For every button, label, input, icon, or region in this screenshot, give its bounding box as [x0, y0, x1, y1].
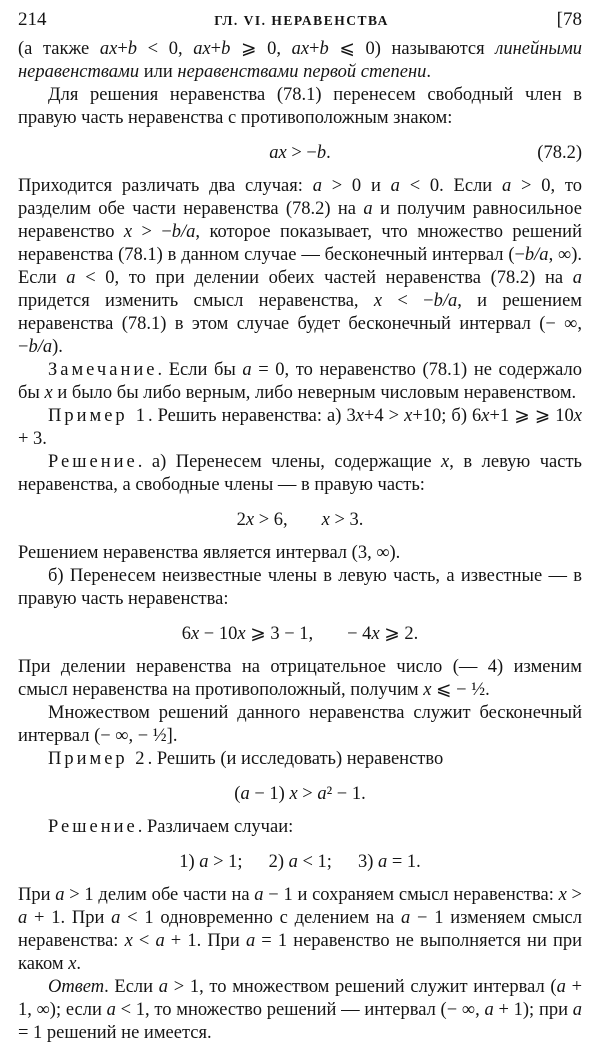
paragraph-example-2: Пример 2. Решить (и исследовать) неравенство: [48, 749, 444, 769]
paragraph-remark: Замечание. Если бы a = 0, то неравенство (78.1) не содержало бы x и было бы либо верным, либо неверным числовым неравенством.: [18, 360, 582, 403]
paragraph-two-cases: Приходится различать два случая: a > 0 и a < 0. Если a > 0, то разделим обе части неравенства (78.2) на a и получим равносильное неравенство x > −b/a, которое показывает, что множество решений неравенства (78.1) в данном случае — бесконечный интервал (−b/a, ∞). Если a < 0, то при делении обеих частей неравенства (78.2) на a придется изменить смысл неравенства, x < −b/a, и решением неравенства (78.1) в этом случае будет бесконечный интервал (− ∞, −b/a).: [18, 176, 582, 357]
paragraph-solution-2: Решение. Различаем случаи:: [48, 817, 294, 837]
equation-78-2: ax > −b. (78.2): [269, 143, 582, 163]
paragraph-divide-negative: При делении неравенства на отрицательное число (— 4) изменим смысл неравенства на противоположный, получим x ⩽ − ½.: [18, 657, 582, 700]
paragraph-case-analysis: При a > 1 делим обе части на a − 1 и сохраняем смысл неравенства: x > a + 1. При a < 1 одновременно с делением на a − 1 изменяем смысл неравенства: x < a + 1. При a = 1 неравенство не выполняется ни при каком x.: [18, 885, 582, 974]
equation-cases: 1) a > 1; 2) a < 1; 3) a = 1.: [179, 852, 421, 872]
equation-number: (78.2): [537, 143, 582, 163]
page-number: 214: [18, 9, 47, 30]
paragraph-part-b: б) Перенесем неизвестные члены в левую часть, а известные — в правую часть неравенства:: [18, 566, 582, 609]
section-number: [78: [556, 9, 582, 30]
paragraph-result-a: Решением неравенства является интервал (3, ∞).: [18, 543, 401, 563]
page-header: [18, 8, 582, 38]
paragraph-solution-set-b: Множеством решений данного неравенства служит бесконечный интервал (− ∞, − ½].: [18, 703, 582, 746]
paragraph-answer: Ответ. Если a > 1, то множеством решений служит интервал (a + 1, ∞); если a < 1, то множество решений — интервал (− ∞, a + 1); при a = 1 решений не имеется.: [18, 977, 582, 1043]
running-title: ГЛ. VI. НЕРАВЕНСТВА: [214, 13, 389, 28]
paragraph-move-free-term: Для решения неравенства (78.1) перенесем свободный член в правую часть неравенства с противоположным знаком:: [18, 85, 582, 128]
paragraph-linear-definition: (а также ax+b < 0, ax+b ⩾ 0, ax+b ⩽ 0) называются линейными неравенствами или неравенствами первой степени.: [18, 39, 582, 82]
equation-example-2: (a − 1) x > a² − 1.: [234, 784, 366, 804]
equation-solution-b: 6x − 10x ⩾ 3 − 1, − 4x ⩾ 2.: [181, 624, 419, 644]
equation-solution-a: 2x > 6, x > 3.: [236, 510, 364, 530]
paragraph-example-1: Пример 1. Решить неравенства: а) 3x+4 > x+10; б) 6x+1 ⩾ ⩾ 10x + 3.: [18, 406, 583, 449]
paragraph-solution-1: Решение. а) Перенесем члены, содержащие x, в левую часть неравенства, а свободные члены — в правую часть:: [18, 452, 582, 495]
